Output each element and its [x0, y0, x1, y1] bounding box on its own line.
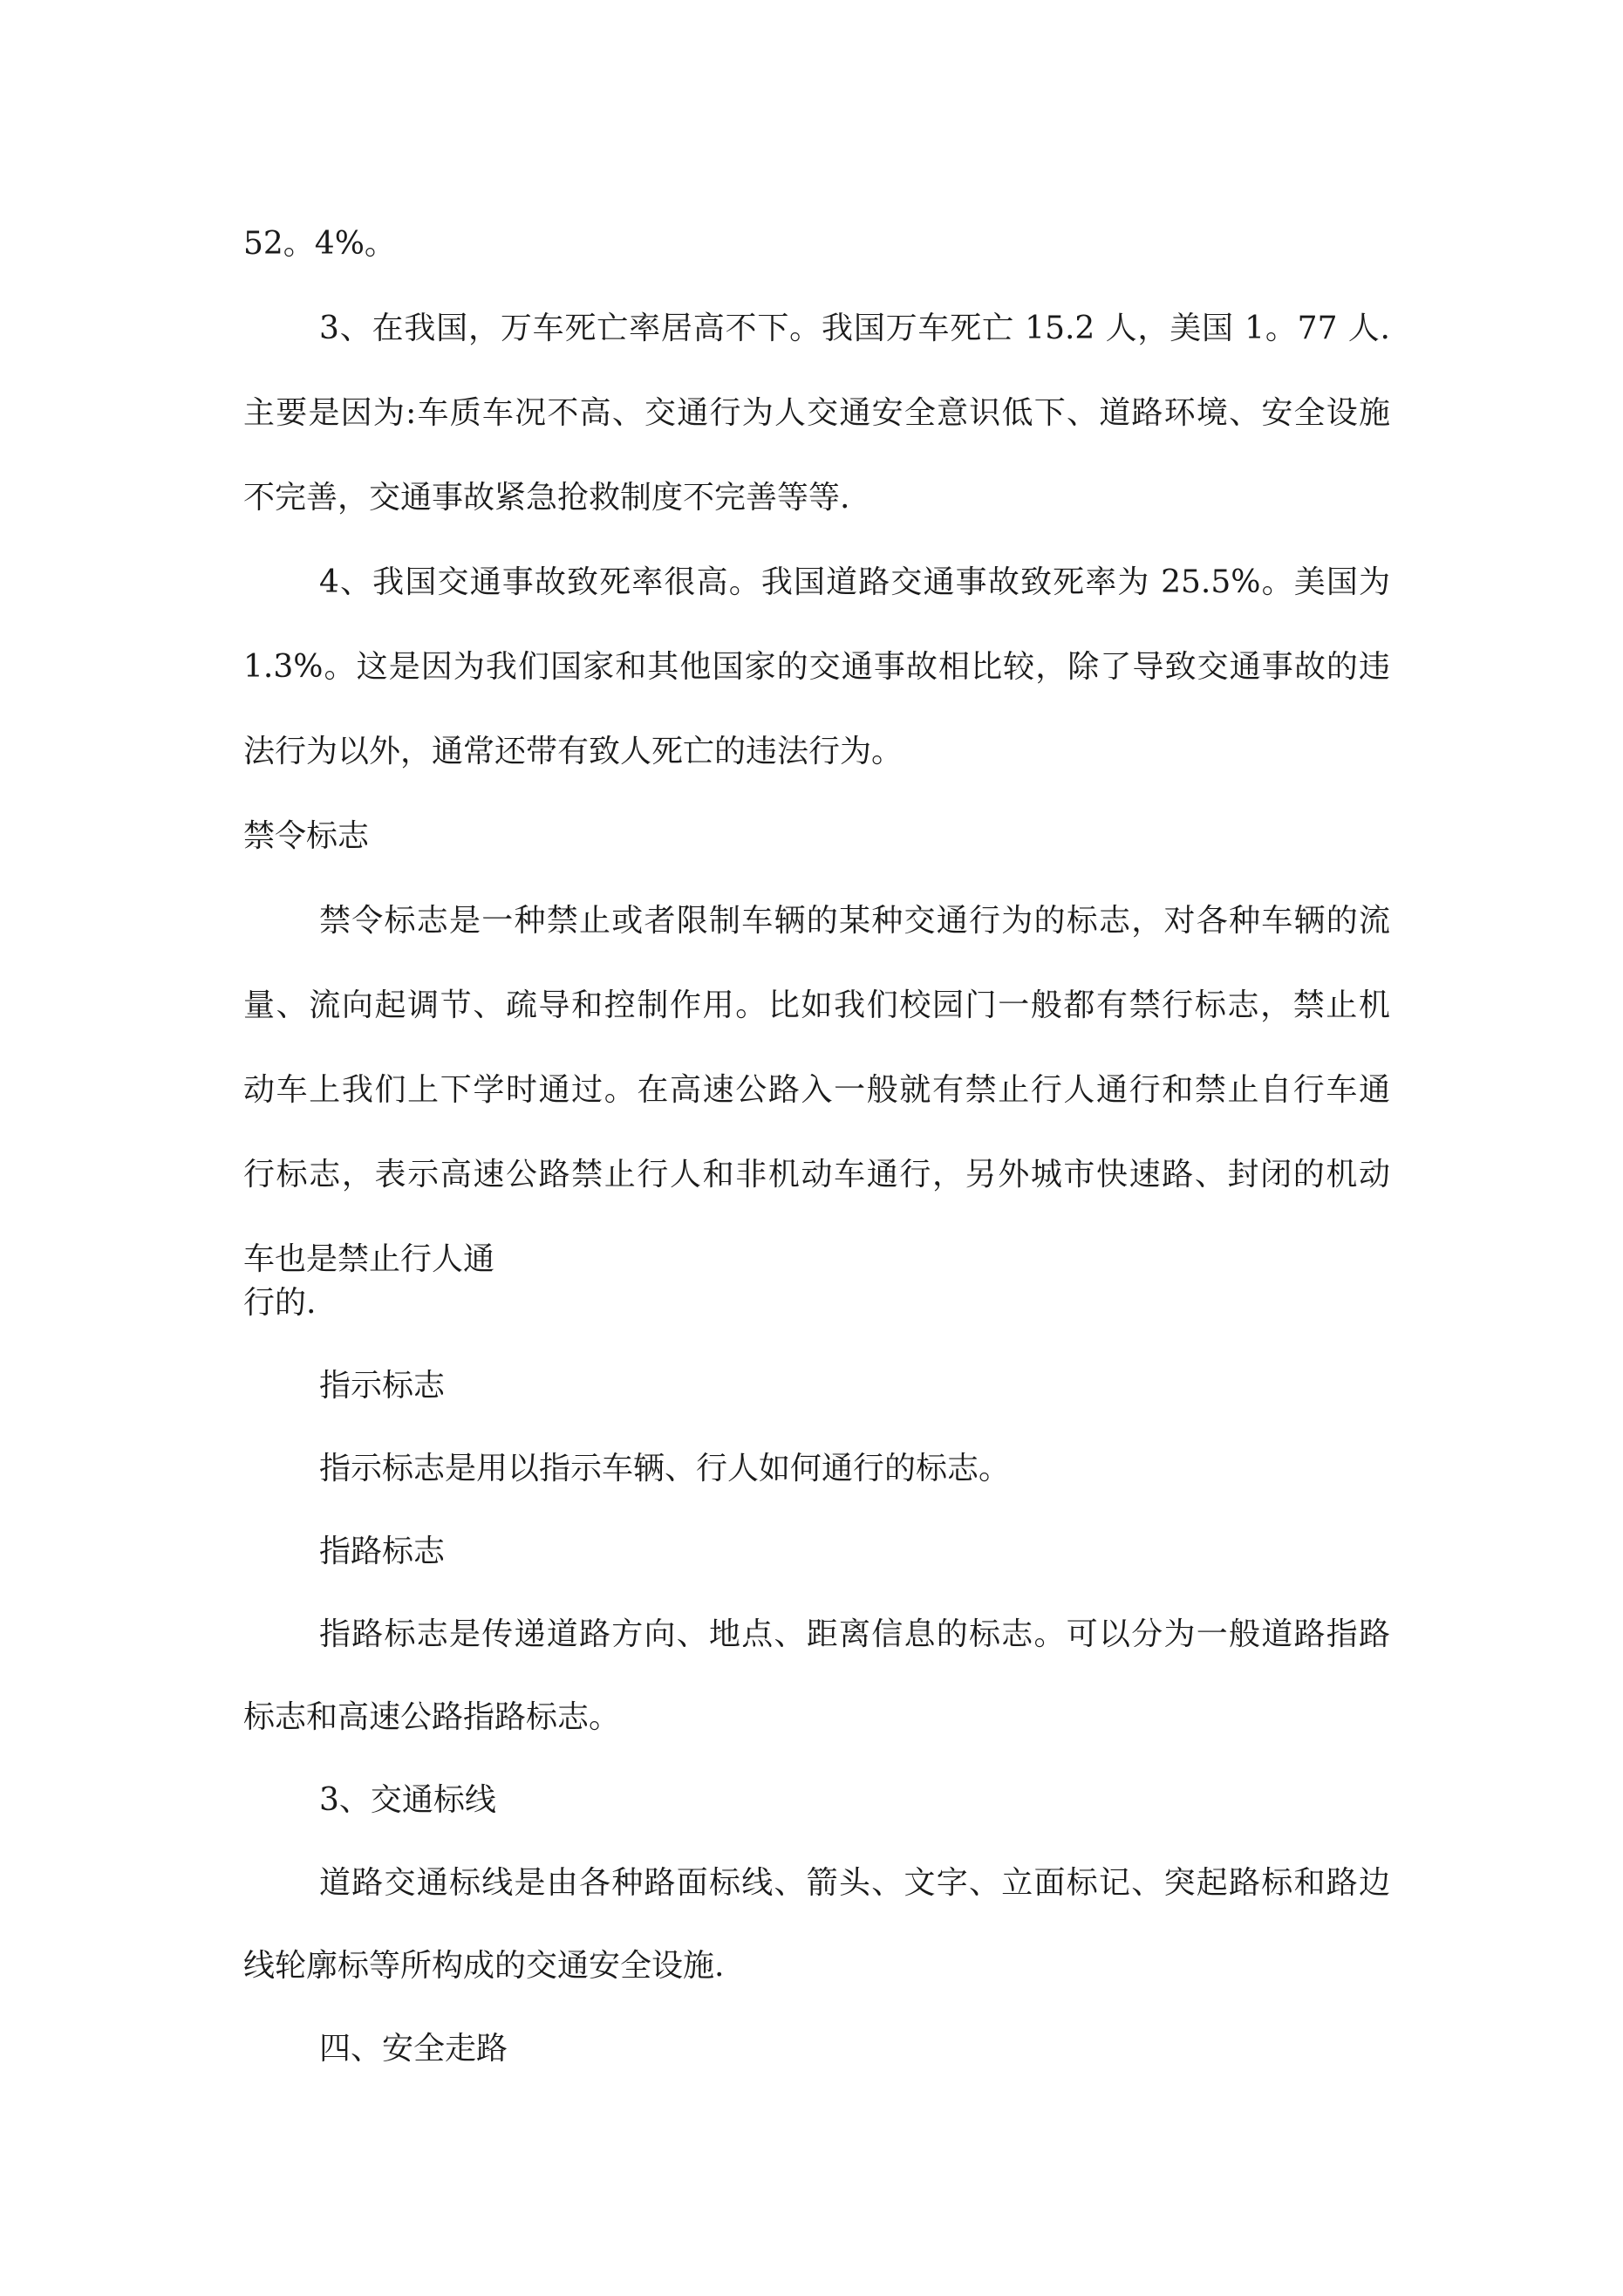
paragraph-4-line: 1.3%。这是因为我们国家和其他国家的交通事故相比较，除了导致交通事故的违 [243, 649, 1390, 685]
indication-paragraph-line: 指示标志是用以指示车辆、行人如何通行的标志。 [319, 1451, 1011, 1486]
guide-paragraph-line: 指路标志是传递道路方向、地点、距离信息的标志。可以分为一般道路指路 [319, 1616, 1390, 1652]
heading-traffic-markings: 3、交通标线 [319, 1782, 496, 1818]
markings-paragraph-line: 线轮廓标等所构成的交通安全设施. [243, 1948, 725, 1984]
heading-prohibition-signs: 禁令标志 [243, 818, 370, 854]
heading-indication-signs: 指示标志 [319, 1368, 446, 1404]
paragraph-3-line: 3、在我国，万车死亡率居高不下。我国万车死亡 15.2 人，美国 1。77 人. [319, 311, 1390, 346]
markings-paragraph-line: 道路交通标线是由各种路面标线、箭头、文字、立面标记、突起路标和路边 [319, 1865, 1390, 1901]
paragraph-4-line: 4、我国交通事故致死率很高。我国道路交通事故致死率为 25.5%。美国为 [319, 564, 1390, 600]
prohibition-paragraph-line: 禁令标志是一种禁止或者限制车辆的某种交通行为的标志，对各种车辆的流 [319, 903, 1390, 939]
paragraph-4-line: 法行为以外，通常还带有致人死亡的违法行为。 [243, 734, 904, 769]
paragraph-3-line: 主要是因为:车质车况不高、交通行为人交通安全意识低下、道路环境、安全设施 [243, 395, 1390, 431]
guide-paragraph-line: 标志和高速公路指路标志。 [243, 1699, 621, 1735]
prohibition-paragraph-line: 行标志，表示高速公路禁止行人和非机动车通行，另外城市快速路、封闭的机动 [243, 1157, 1390, 1192]
prohibition-paragraph-line: 行的. [243, 1285, 317, 1321]
heading-safe-walking: 四、安全走路 [319, 2031, 508, 2067]
paragraph-3-line: 不完善，交通事故紧急抢救制度不完善等等. [243, 480, 850, 516]
text-line: 52。4%。 [243, 226, 396, 262]
prohibition-paragraph-line: 动车上我们上下学时通过。在高速公路入一般就有禁止行人通行和禁止自行车通 [243, 1072, 1390, 1108]
prohibition-paragraph-line: 车也是禁止行人通 [243, 1241, 495, 1277]
heading-guide-signs: 指路标志 [319, 1534, 446, 1569]
prohibition-paragraph-line: 量、流向起调节、疏导和控制作用。比如我们校园门一般都有禁行标志，禁止机 [243, 987, 1390, 1023]
